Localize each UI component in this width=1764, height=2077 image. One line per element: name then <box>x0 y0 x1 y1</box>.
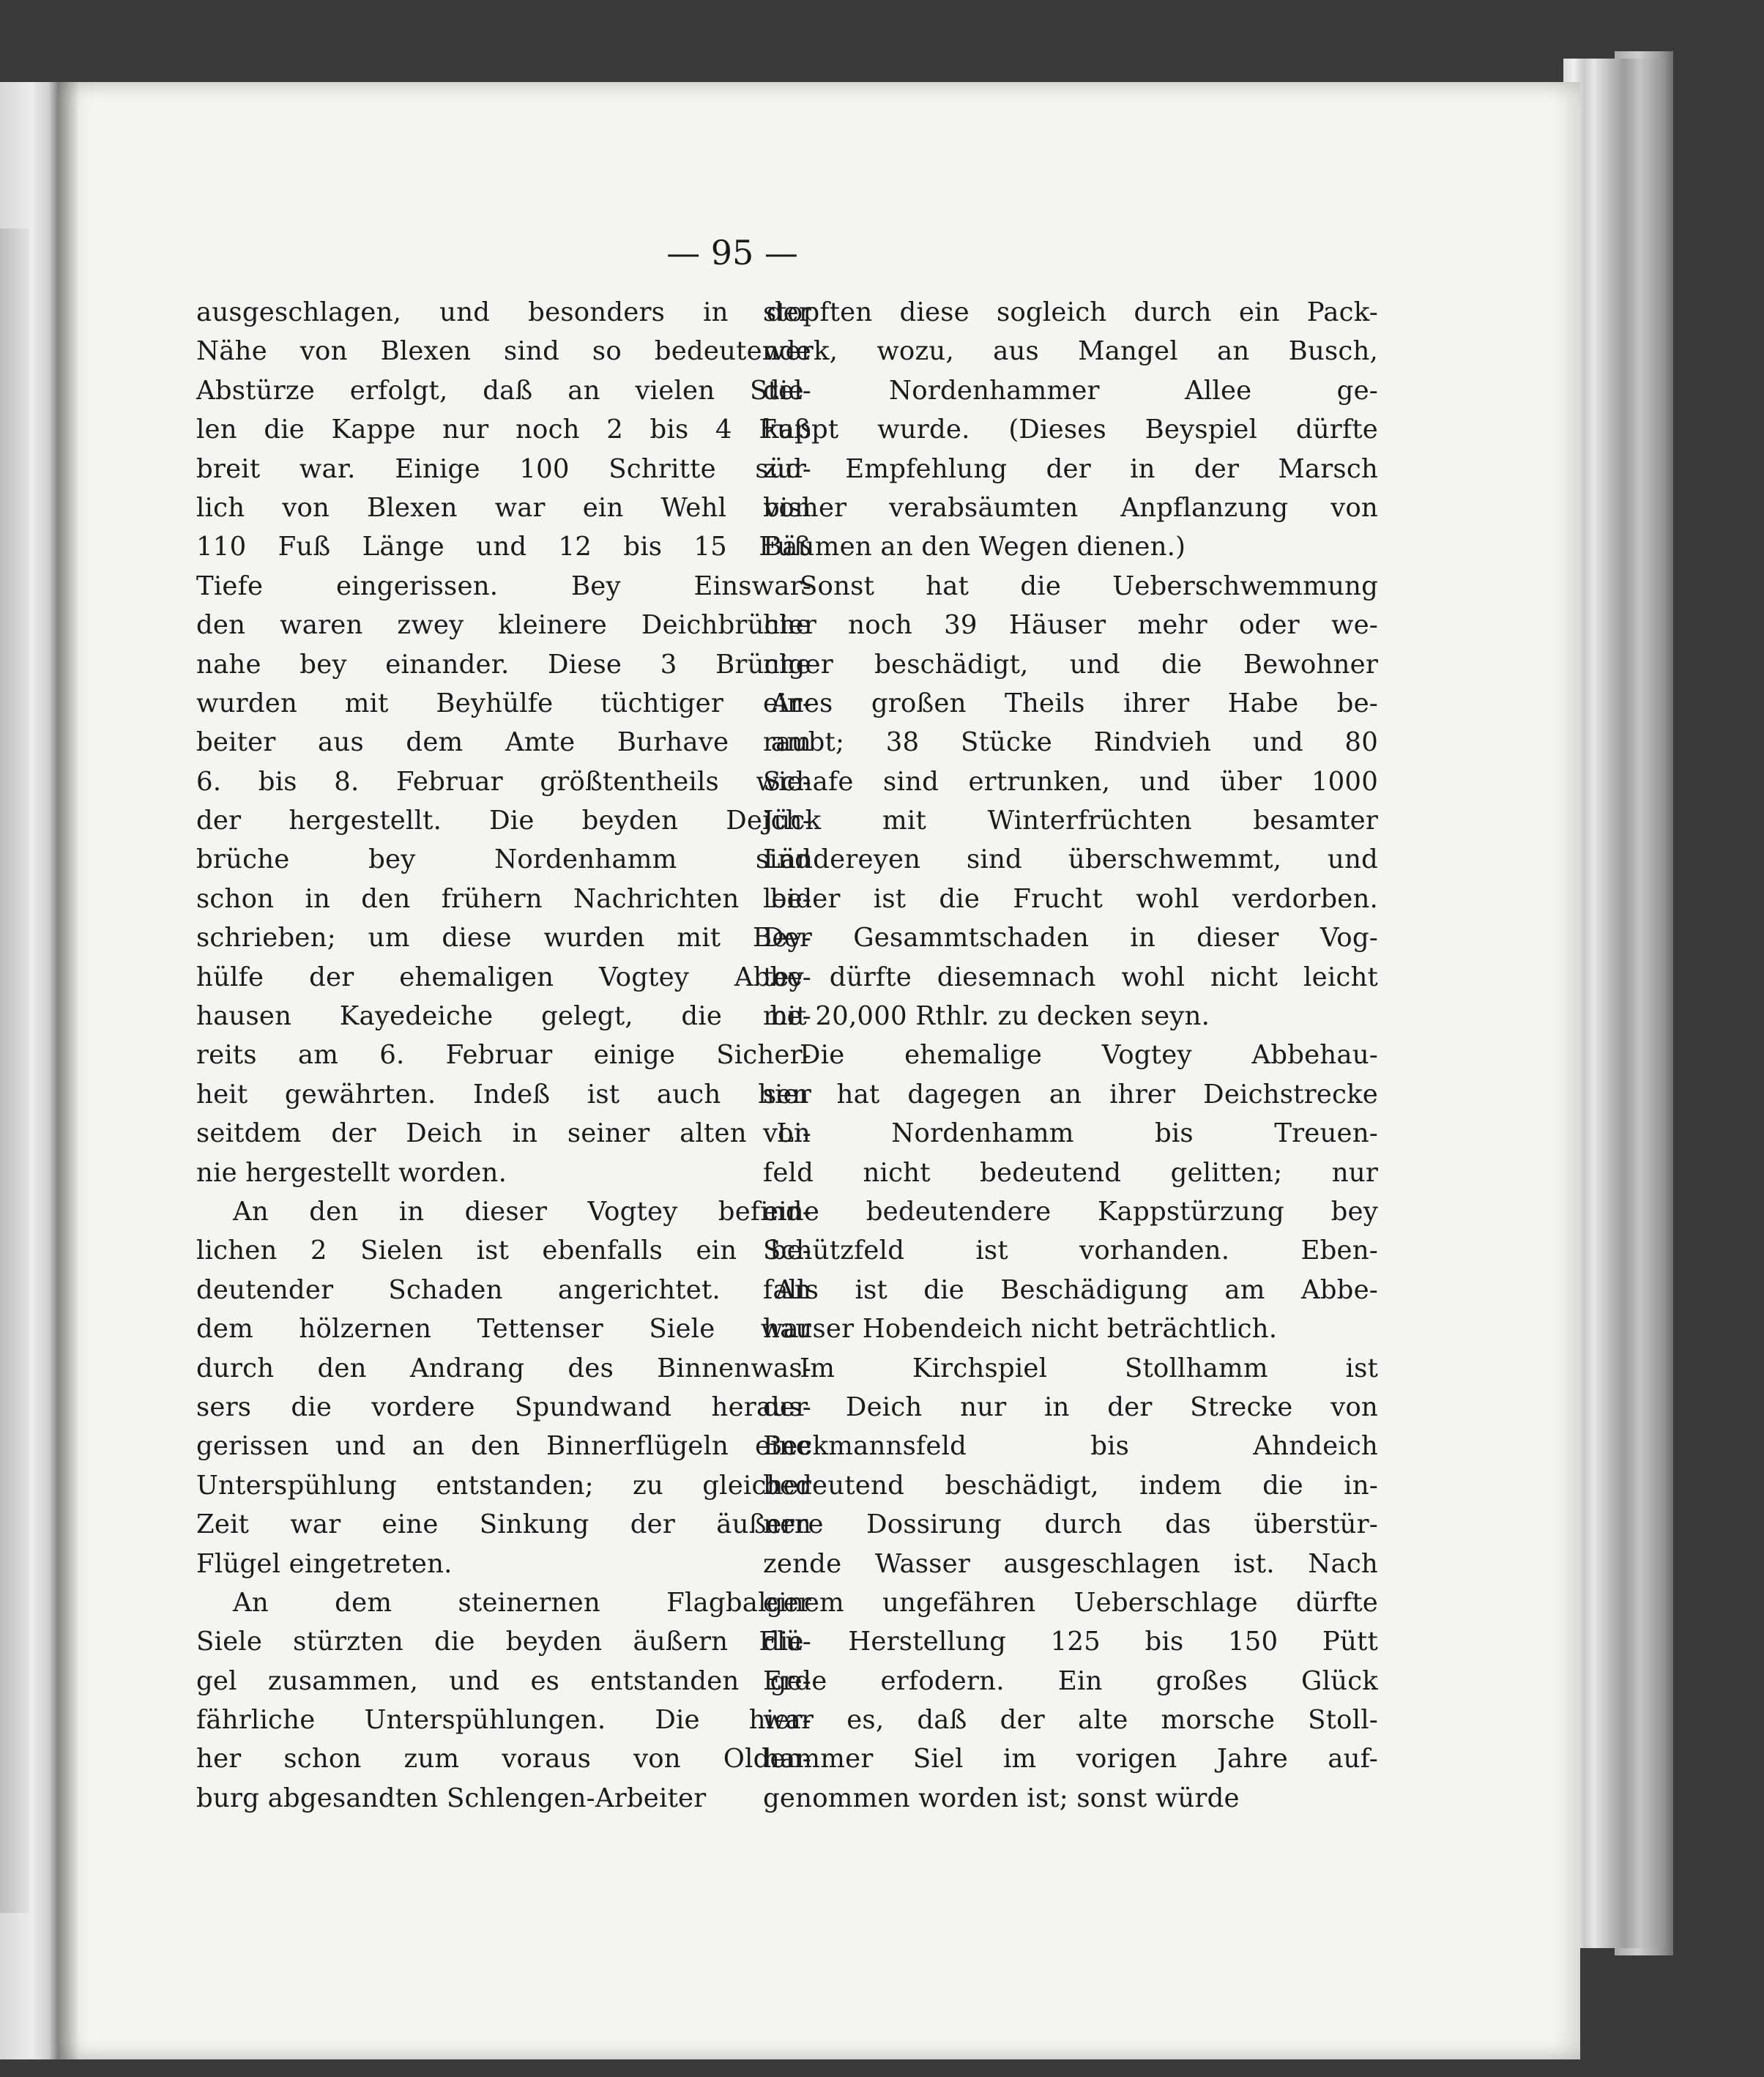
text-line: schrieben; um diese wurden mit Bey- <box>196 923 811 954</box>
text-line: durch den Andrang des Binnenwas- <box>196 1353 811 1383</box>
text-line: wurden mit Beyhülfe tüchtiger Ar- <box>196 688 811 718</box>
text-line: kappt wurde. (Dieses Beyspiel dürfte <box>763 415 1378 445</box>
text-line: burg abgesandten Schlengen-Arbeiter <box>196 1783 707 1813</box>
text-line: bedeutend beschädigt, indem die in- <box>763 1470 1378 1501</box>
text-line: tey dürfte diesemnach wohl nicht leicht <box>763 962 1378 992</box>
text-line: eines großen Theils ihrer Habe be- <box>763 688 1378 718</box>
text-line: zur Empfehlung der in der Marsch <box>763 453 1378 484</box>
text-line: die Nordenhammer Allee ge- <box>763 375 1378 406</box>
text-line: Schützfeld ist vorhanden. Eben- <box>763 1236 1378 1266</box>
text-line: Nähe von Blexen sind so bedeutende <box>196 336 811 367</box>
previous-page-edge <box>0 82 57 2059</box>
text-line: beiter aus dem Amte Burhave am <box>196 727 811 758</box>
text-line: fährliche Unterspühlungen. Die hier- <box>196 1705 811 1736</box>
text-line: Jück mit Winterfrüchten besamter <box>763 806 1378 836</box>
text-line: leider ist die Frucht wohl verdorben. <box>763 883 1378 914</box>
text-line: raubt; 38 Stücke Rindvieh und 80 <box>763 727 1378 758</box>
text-line: Flügel eingetreten. <box>196 1548 453 1579</box>
text-line: eine bedeutendere Kappstürzung bey <box>763 1196 1378 1227</box>
text-line: niger beschädigt, und die Bewohner <box>763 649 1378 680</box>
text-line: nie hergestellt worden. <box>196 1157 507 1188</box>
text-line: Abstürze erfolgt, daß an vielen Stel- <box>196 375 811 406</box>
text-line: seitdem der Deich in seiner alten Li- <box>196 1118 811 1149</box>
page-gutter-shadow <box>57 82 79 2059</box>
text-line: Der Gesammtschaden in dieser Vog- <box>763 923 1378 954</box>
text-line: hülfe der ehemaligen Vogtey Abbe- <box>196 962 811 992</box>
text-line: len die Kappe nur noch 2 bis 4 Fuß <box>196 415 811 445</box>
text-line: hammer Siel im vorigen Jahre auf- <box>763 1744 1378 1775</box>
text-line: Unterspühlung entstanden; zu gleicher <box>196 1470 811 1501</box>
text-line: feld nicht bedeutend gelitten; nur <box>763 1157 1378 1188</box>
text-line: mit 20,000 Rthlr. zu decken seyn. <box>763 1001 1210 1032</box>
text-line: Sonst hat die Ueberschwemmung <box>800 571 1378 601</box>
text-line: war es, daß der alte morsche Stoll- <box>763 1705 1378 1736</box>
text-line: Ländereyen sind überschwemmt, und <box>763 844 1378 875</box>
text-line: sers die vordere Spundwand heraus- <box>196 1392 811 1422</box>
text-line: Die ehemalige Vogtey Abbehau- <box>800 1040 1378 1071</box>
text-line: der Deich nur in der Strecke von <box>763 1392 1378 1422</box>
text-line: An dem steinernen Flagbalger <box>233 1587 811 1618</box>
text-line: stopften diese sogleich durch ein Pack- <box>763 297 1378 327</box>
text-line: Tiefe eingerissen. Bey Einswar- <box>196 571 811 601</box>
text-line: hier noch 39 Häuser mehr oder we- <box>763 610 1378 641</box>
text-line: bisher verabsäumten Anpflanzung von <box>763 492 1378 523</box>
text-line: ausgeschlagen, und besonders in der <box>196 297 811 327</box>
text-line: werk, wozu, aus Mangel an Busch, <box>763 336 1378 367</box>
text-line: 6. bis 8. Februar größtentheils wie- <box>196 766 811 797</box>
text-line: genommen worden ist; sonst würde <box>763 1783 1240 1813</box>
text-line: breit war. Einige 100 Schritte süd- <box>196 453 811 484</box>
page-number: — 95 — <box>666 233 798 272</box>
text-line: hauser Hobendeich nicht beträchtlich. <box>763 1314 1278 1345</box>
text-line: deutender Schaden angerichtet. An <box>196 1274 811 1305</box>
text-line: nahe bey einander. Diese 3 Brüche <box>196 649 811 680</box>
text-line: Schafe sind ertrunken, und über 1000 <box>763 766 1378 797</box>
text-line: zende Wasser ausgeschlagen ist. Nach <box>763 1548 1378 1579</box>
text-line: den waren zwey kleinere Deichbrüche <box>196 610 811 641</box>
text-line: heit gewährten. Indeß ist auch hier <box>196 1079 811 1110</box>
text-line: Siele stürzten die beyden äußern Flü- <box>196 1627 811 1657</box>
text-line: einem ungefähren Ueberschlage dürfte <box>763 1587 1378 1618</box>
text-line: 110 Fuß Länge und 12 bis 15 Fuß <box>196 532 811 562</box>
text-line: her schon zum voraus von Olden- <box>196 1744 811 1775</box>
text-line: sen hat dagegen an ihrer Deichstrecke <box>763 1079 1378 1110</box>
text-line: die Herstellung 125 bis 150 Pütt <box>763 1627 1378 1657</box>
right-text-column <box>763 293 1378 1818</box>
text-line: hausen Kayedeiche gelegt, die be- <box>196 1001 811 1032</box>
text-line: lich von Blexen war ein Wehl von <box>196 492 811 523</box>
text-line: Bäumen an den Wegen dienen.) <box>763 532 1186 562</box>
previous-page-shadow <box>0 228 29 1913</box>
text-line: nere Dossirung durch das überstür- <box>763 1509 1378 1540</box>
text-line: gerissen und an den Binnerflügeln eine <box>196 1431 811 1462</box>
text-line: An den in dieser Vogtey befind- <box>233 1196 811 1227</box>
text-line: reits am 6. Februar einige Sicher- <box>196 1040 811 1071</box>
text-line: Im Kirchspiel Stollhamm ist <box>800 1353 1378 1383</box>
text-line: Beckmannsfeld bis Ahndeich <box>763 1431 1378 1462</box>
text-line: Zeit war eine Sinkung der äußern <box>196 1509 811 1540</box>
left-text-column <box>196 293 811 1818</box>
text-line: der hergestellt. Die beyden Deich- <box>196 806 811 836</box>
text-line: brüche bey Nordenhamm sind <box>196 844 811 875</box>
text-line: schon in den frühern Nachrichten be- <box>196 883 811 914</box>
text-line: dem hölzernen Tettenser Siele war <box>196 1314 811 1345</box>
text-line: falls ist die Beschädigung am Abbe- <box>763 1274 1378 1305</box>
text-line: von Nordenhamm bis Treuen- <box>763 1118 1378 1149</box>
text-line: gel zusammen, und es entstanden ge- <box>196 1665 811 1696</box>
text-line: lichen 2 Sielen ist ebenfalls ein be- <box>196 1236 811 1266</box>
text-line: Erde erfodern. Ein großes Glück <box>763 1665 1378 1696</box>
